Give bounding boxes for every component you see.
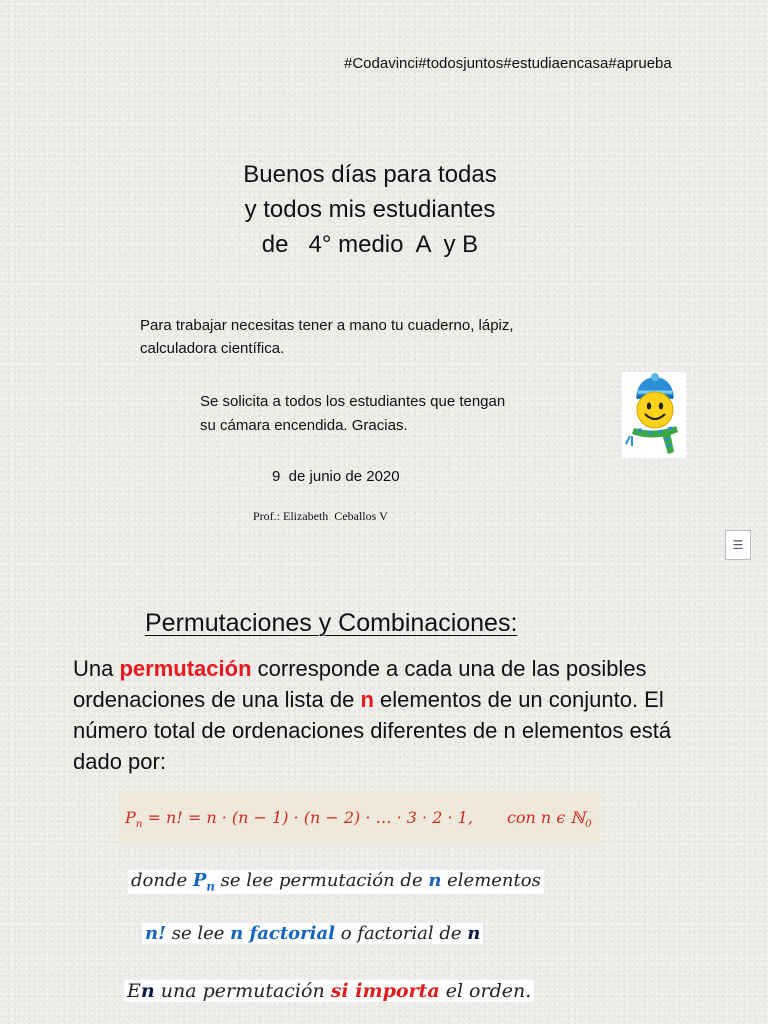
camera-line-2: su cámara encendida. Gracias. [200,417,408,434]
definition-text-2: corresponde a cada una de las posibles ordenaciones de una lista de [73,656,647,712]
formula-condition: con n ϵ ℕ [506,807,585,827]
factorial-n-2: n [467,923,481,944]
orden-pre-3: una permutación [154,980,331,1002]
donde-p: P [192,870,207,891]
camera-line-1: Se solicita a todos los estudiantes que tengan [200,393,506,410]
smiley-mascot-icon [622,372,686,458]
factorial-n-factorial: n factorial [230,923,335,944]
greeting-line-3: de 4° medio A y B [261,231,479,258]
materials-note [140,314,514,360]
donde-n: n [428,870,442,891]
orden-post: el orden. [439,980,532,1002]
greeting-line-2: y todos mis estudiantes [244,196,496,223]
factorial-n: n! [145,923,166,944]
section-title: Permutaciones y Combinaciones: [145,609,518,637]
formula-condition-sub: 0 [584,818,592,831]
formula-lhs-sub: n [135,818,143,831]
greeting-title [170,157,570,262]
factorial-explanation [142,923,483,944]
class-date: 9 de junio de 2020 [272,468,400,485]
formula-lhs: P [125,807,136,827]
definition-text-1: Una [73,656,120,681]
order-explanation [124,980,534,1002]
orden-si-importa: si importa [330,980,440,1002]
formula-expression: = n! = n · (n − 1) · (n − 2) · … · 3 · 2 · 1, [142,807,473,827]
donde-p-sub: n [206,879,215,894]
camera-request [200,390,505,438]
factorial-mid-2: o factorial de [335,923,468,944]
keyword-permutacion: permutación [119,656,252,681]
hashtags: #Codavinci#todosjuntos#estudiaencasa#aprueba [344,55,672,72]
donde-text: donde [131,870,193,891]
keyword-n: n [360,687,374,712]
professor-name: Prof.: Elizabeth Ceballos V [253,509,388,523]
factorial-mid-1: se lee [166,923,231,944]
materials-line-1: Para trabajar necesitas tener a mano tu cuaderno, lápiz, [140,317,514,334]
orden-pre-2: n [140,980,155,1002]
document-icon[interactable]: ☰ [725,530,751,560]
donde-explanation [128,870,544,894]
permutation-formula [120,792,600,846]
orden-pre-1: E [127,980,141,1002]
donde-post: elementos [441,870,541,891]
permutation-definition [73,653,713,777]
materials-line-2: calculadora científica. [140,340,285,357]
definition-text-3: elementos de un conjunto. El número total de ordenaciones diferentes de n elementos está dado por: [73,687,672,774]
greeting-line-1: Buenos días para todas [243,161,497,188]
donde-mid: se lee permutación de [214,870,429,891]
